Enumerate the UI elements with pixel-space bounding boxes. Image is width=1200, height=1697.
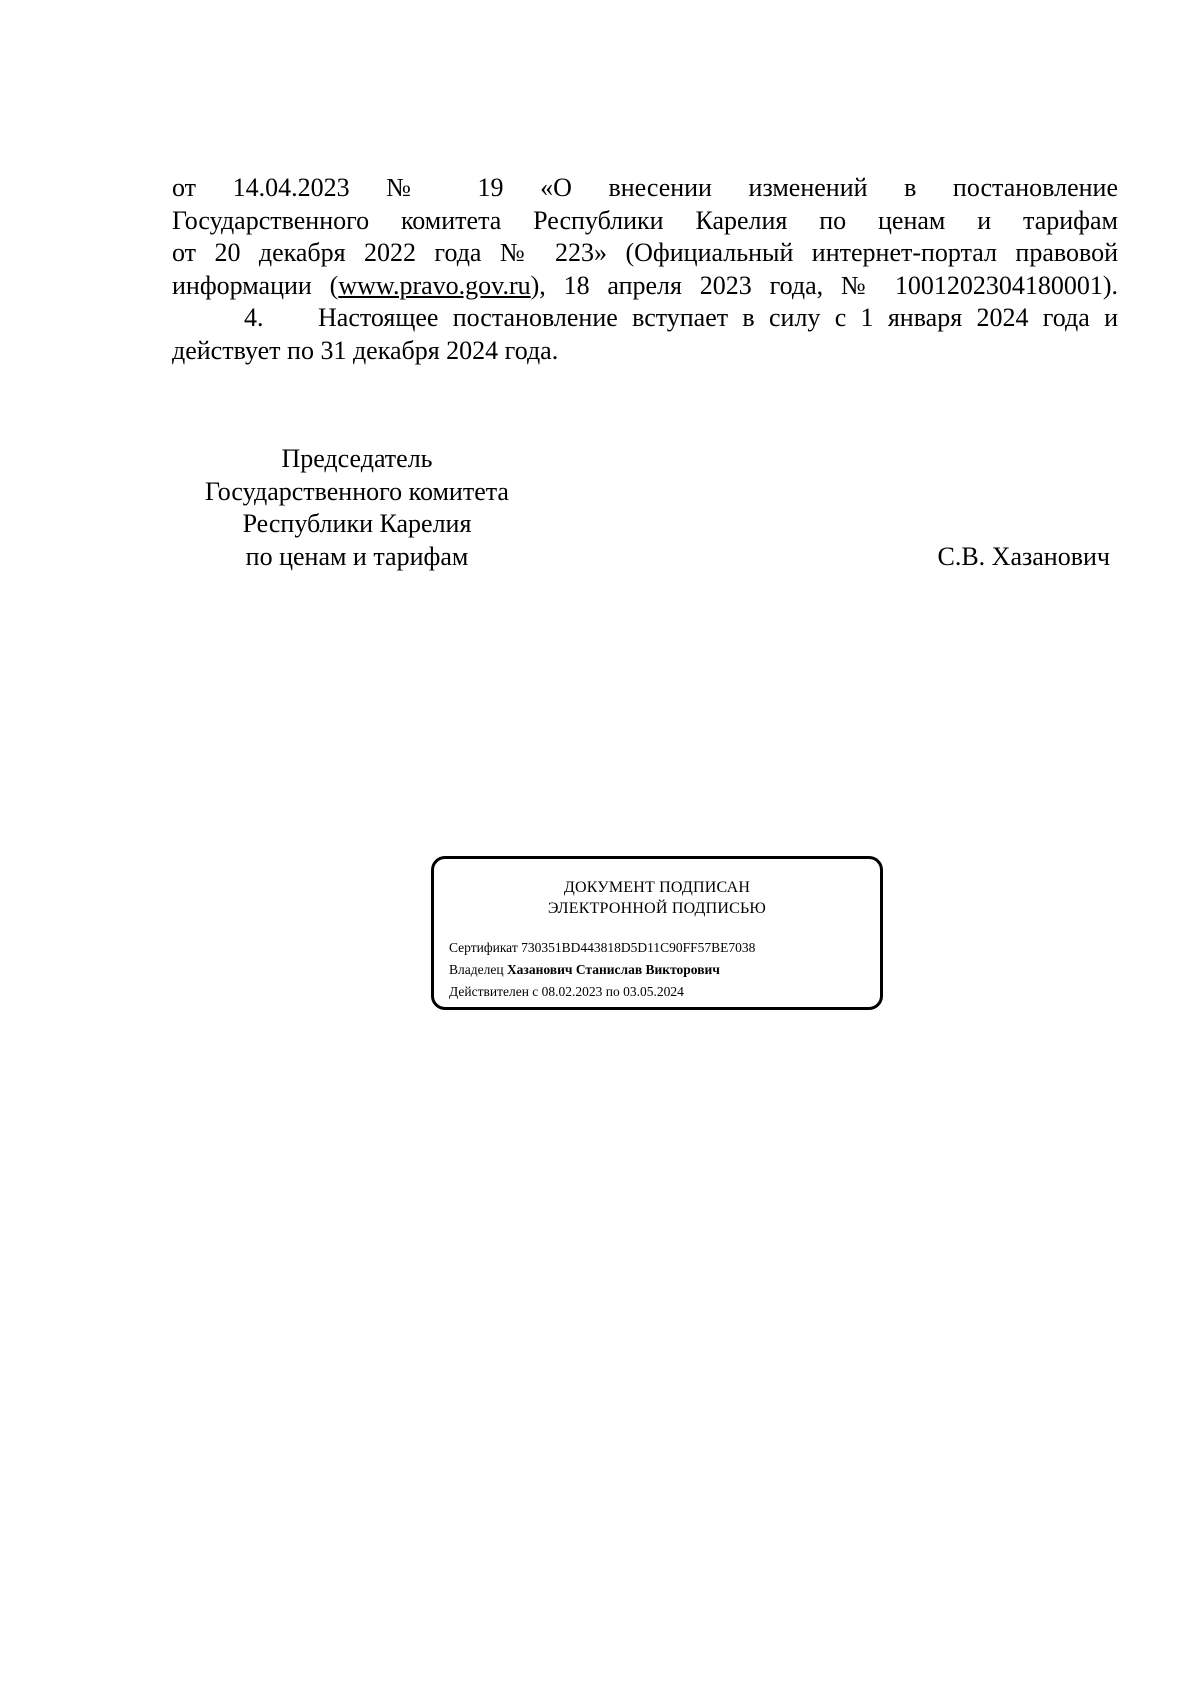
valid-label: Действителен с bbox=[449, 984, 539, 999]
signatory-name: С.В. Хазанович bbox=[937, 542, 1110, 571]
document-body bbox=[172, 172, 1118, 367]
stamp-header-line-2: ЭЛЕКТРОННОЙ ПОДПИСЬЮ bbox=[547, 900, 767, 917]
owner-label: Владелец bbox=[449, 962, 504, 977]
body-line-4-prefix: информации ( bbox=[172, 270, 339, 300]
body-line-3: от 20 декабря 2022 года № 223» (Официальный интернет-портал правовой bbox=[172, 238, 1118, 267]
body-line-4-suffix: ), 18 апреля 2023 года, № 1001202304180001). bbox=[530, 270, 1119, 300]
signatory-title-line-4: по ценам и тарифам bbox=[245, 541, 469, 571]
certificate-label: Сертификат bbox=[449, 940, 518, 955]
electronic-signature-stamp bbox=[431, 856, 883, 1010]
valid-to: 03.05.2024 bbox=[623, 984, 684, 999]
paragraph-4-text: Настоящее постановление вступает в силу с 1 января 2024 года и bbox=[318, 303, 1118, 332]
signatory-title-line-3: Республики Карелия bbox=[242, 509, 472, 538]
pravo-link[interactable]: www.pravo.gov.ru bbox=[338, 270, 531, 300]
stamp-details bbox=[449, 937, 755, 1003]
body-line-4 bbox=[172, 270, 1118, 303]
certificate-value: 730351BD443818D5D11C90FF57BE7038 bbox=[521, 940, 756, 955]
signatory-title-line-2: Государственного комитета bbox=[205, 476, 509, 506]
valid-from: 08.02.2023 bbox=[541, 984, 603, 999]
signatory-title-line-1: Председатель bbox=[281, 444, 433, 473]
stamp-owner-row bbox=[449, 959, 755, 981]
stamp-certificate-row bbox=[449, 937, 755, 959]
paragraph-4-line-2: действует по 31 декабря 2024 года. bbox=[172, 335, 559, 365]
valid-to-label: по bbox=[605, 984, 620, 999]
stamp-validity-row bbox=[449, 981, 755, 1003]
signatory-title bbox=[172, 443, 542, 573]
stamp-header bbox=[434, 877, 880, 919]
body-line-1: от 14.04.2023 № 19 «О внесении изменений в постановление bbox=[172, 173, 1118, 202]
owner-value: Хазанович Станислав Викторович bbox=[506, 962, 720, 977]
stamp-header-line-1: ДОКУМЕНТ ПОДПИСАН bbox=[563, 879, 751, 896]
paragraph-4-line-1 bbox=[172, 302, 1118, 335]
paragraph-4-number: 4. bbox=[244, 303, 264, 332]
body-line-2: Государственного комитета Республики Карелия по ценам и тарифам bbox=[172, 205, 1118, 235]
